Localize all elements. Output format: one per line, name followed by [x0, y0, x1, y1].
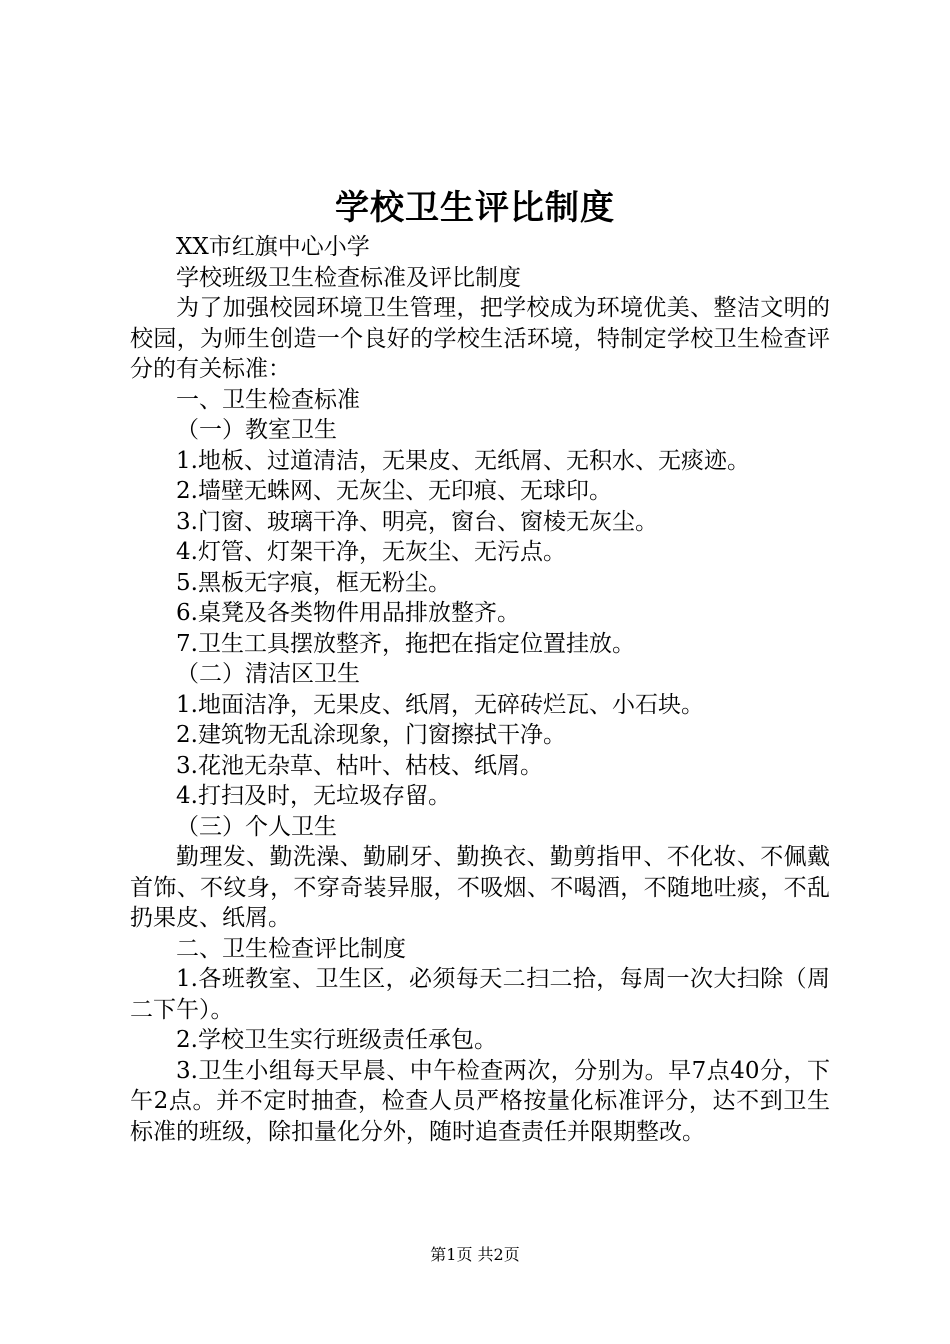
list-item: 6.桌凳及各类物件用品排放整齐。 [176, 600, 520, 626]
rule-paragraph: 3.卫生小组每天早晨、中午检查两次，分别为。早7点40分，下午2点。并不定时抽查，检查人员严格按量化标准评分，达不到卫生标准的班级，除扣量化分外，随时追查责任并限期整改。 [130, 1057, 830, 1145]
list-item: 5.黑板无字痕，框无粉尘。 [176, 569, 451, 596]
list-item: 3.花池无杂草、枯叶、枯枝、纸屑。 [176, 752, 543, 779]
personal-heading: （三）个人卫生 [176, 813, 337, 840]
area-heading: （二）清洁区卫生 [176, 661, 360, 687]
rule-paragraph: 1.各班教室、卫生区，必须每天二扫二拾，每周一次大扫除（周二下午）。 [130, 966, 830, 1023]
intro-paragraph: 为了加强校园环境卫生管理，把学校成为环境优美、整洁文明的校园，为师生创造一个良好的学校生活环境，特制定学校卫生检查评分的有关标准： [130, 295, 830, 382]
rule-paragraph: 2.学校卫生实行班级责任承包。 [176, 1027, 497, 1053]
list-item: 7.卫生工具摆放整齐，拖把在指定位置挂放。 [176, 630, 635, 657]
document-title: 学校卫生评比制度 [335, 188, 615, 228]
personal-paragraph: 勤理发、勤洗澡、勤刷牙、勤换衣、勤剪指甲、不化妆、不佩戴首饰、不纹身，不穿奇装异服，不吸烟、不喝酒，不随地吐痰，不乱扔果皮、纸屑。 [130, 844, 830, 931]
school-name: XX市红旗中心小学 [176, 234, 370, 260]
list-item: 4.灯管、灯架干净，无灰尘、无污点。 [176, 539, 566, 565]
page-footer: 第1页 共2页 [430, 1245, 520, 1264]
classroom-heading: （一）教室卫生 [176, 417, 337, 443]
section1-heading: 一、卫生检查标准 [176, 386, 360, 413]
document-body [130, 232, 830, 1147]
list-item: 1.地面洁净，无果皮、纸屑，无碎砖烂瓦、小石块。 [176, 691, 704, 718]
list-item: 3.门窗、玻璃干净、明亮，窗台、窗棱无灰尘。 [176, 508, 658, 535]
list-item: 4.打扫及时，无垃圾存留。 [176, 783, 451, 809]
section2-heading: 二、卫生检查评比制度 [176, 935, 406, 962]
list-item: 2.建筑物无乱涂现象，门窗擦拭干净。 [176, 722, 566, 748]
document-subtitle: 学校班级卫生检查标准及评比制度 [176, 264, 521, 291]
list-item: 1.地板、过道清洁，无果皮、无纸屑、无积水、无痰迹。 [176, 447, 750, 474]
list-item: 2.墙壁无蛛网、无灰尘、无印痕、无球印。 [176, 478, 612, 504]
